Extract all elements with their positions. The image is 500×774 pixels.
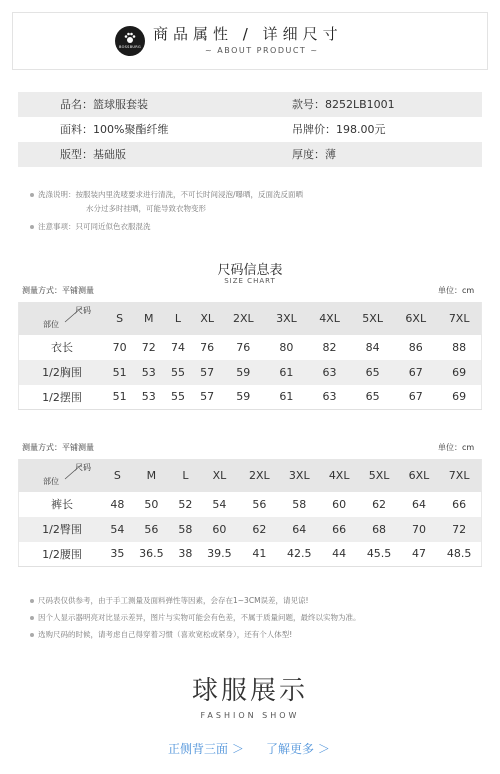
table-cell: 86 bbox=[394, 335, 437, 360]
table-cell: 52 bbox=[173, 492, 198, 517]
size-header: 2XL bbox=[222, 302, 265, 335]
table-cell: 36.5 bbox=[139, 547, 164, 561]
product-fabric: 面料：100%聚酯纤维 bbox=[60, 123, 169, 136]
product-header bbox=[12, 12, 488, 70]
table-cell: 53 bbox=[141, 390, 156, 404]
list-item bbox=[30, 592, 361, 609]
table-cell: 67 bbox=[394, 360, 437, 385]
table-cell: 57 bbox=[193, 360, 222, 385]
table-cell: 35 bbox=[110, 547, 125, 561]
measure-unit: 单位：cm bbox=[438, 443, 475, 452]
table-cell: 39.5 bbox=[207, 547, 232, 561]
table-cell: 63 bbox=[308, 360, 351, 385]
size-header: 3XL bbox=[278, 459, 321, 492]
table-cell: 45.5 bbox=[366, 547, 392, 561]
disclaimer-text: 选购尺码的时候，请考虑自己得穿着习惯（喜欢宽松或紧身），还有个人体型! bbox=[38, 630, 293, 639]
table-row bbox=[19, 492, 482, 517]
table-cell: 60 bbox=[198, 517, 241, 542]
learn-more-link[interactable]: 了解更多 ＞ bbox=[266, 742, 330, 756]
size-header: 6XL bbox=[394, 302, 437, 335]
product-price: 吊牌价：198.00元 bbox=[292, 123, 386, 136]
size-table-top bbox=[18, 302, 482, 410]
fashion-show-subtitle: FASHION SHOW bbox=[200, 711, 300, 720]
table-cell: 42.5 bbox=[286, 547, 312, 561]
table-cell: 48.5 bbox=[446, 547, 472, 561]
paw-icon bbox=[124, 32, 136, 44]
size-header: S bbox=[105, 302, 134, 335]
table-cell: 56 bbox=[130, 517, 173, 542]
product-thickness: 厚度：薄 bbox=[292, 148, 336, 161]
table-cell: 59 bbox=[222, 360, 265, 385]
bullet-icon bbox=[30, 616, 34, 620]
product-name: 品名：篮球服套装 bbox=[60, 98, 148, 111]
size-header: M bbox=[130, 459, 173, 492]
bullet-icon bbox=[30, 599, 34, 603]
disclaimer-text: 因个人显示器明亮对比显示差异，图片与实物可能会有色差，不属于质量问题，最终以实物为准。 bbox=[38, 613, 361, 622]
row-label: 裤长 bbox=[19, 492, 106, 517]
table-cell: 64 bbox=[278, 517, 321, 542]
table-cell: 82 bbox=[308, 335, 351, 360]
table-row bbox=[19, 360, 482, 385]
size-header: 4XL bbox=[321, 459, 358, 492]
size-header: 7XL bbox=[437, 302, 481, 335]
corner-size-label: 尺码 bbox=[75, 463, 91, 472]
table-row bbox=[19, 385, 482, 410]
fashion-show-title: 球服展示 bbox=[191, 676, 308, 706]
table-cell: 38 bbox=[178, 547, 193, 561]
attention-note bbox=[30, 220, 151, 233]
table-cell: 44 bbox=[332, 547, 347, 561]
table-cell: 55 bbox=[170, 390, 185, 404]
bullet-icon bbox=[30, 633, 34, 637]
table-cell: 66 bbox=[437, 492, 481, 517]
three-views-link[interactable]: 正侧背三面 ＞ bbox=[168, 742, 244, 756]
size-header: 5XL bbox=[357, 459, 400, 492]
row-label: 衣长 bbox=[19, 335, 106, 360]
table-cell: 61 bbox=[265, 360, 308, 385]
table-cell: 70 bbox=[105, 335, 134, 360]
disclaimer-text: 尺码表仅供参考，由于手工测量及面料弹性等因素，会存在1~3CM误差，请见谅! bbox=[38, 596, 309, 605]
table-cell: 69 bbox=[437, 360, 481, 385]
size-header: XL bbox=[193, 302, 222, 335]
table-cell: 63 bbox=[322, 390, 337, 404]
table-corner bbox=[19, 459, 106, 492]
table-cell: 58 bbox=[278, 492, 321, 517]
size-disclaimer-list bbox=[30, 592, 361, 643]
table-cell: 59 bbox=[236, 390, 251, 404]
table-cell: 58 bbox=[173, 517, 198, 542]
table-cell: 84 bbox=[351, 335, 394, 360]
size-header: 2XL bbox=[241, 459, 278, 492]
diagonal-divider bbox=[19, 302, 105, 334]
table-cell: 64 bbox=[401, 492, 438, 517]
info-row bbox=[18, 117, 482, 142]
table-cell: 66 bbox=[321, 517, 358, 542]
size-header: 6XL bbox=[401, 459, 438, 492]
wash-line1: 按服装内里洗唛要求进行清洗，不可长时间浸泡/曝晒，反面洗反面晒 bbox=[75, 190, 304, 199]
product-code: 款号：8252LB1001 bbox=[292, 98, 395, 111]
size-header: 4XL bbox=[308, 302, 351, 335]
table-cell: 51 bbox=[112, 390, 127, 404]
row-label: 1/2摆围 bbox=[42, 390, 82, 404]
table-cell: 69 bbox=[452, 390, 467, 404]
size-header: S bbox=[105, 459, 130, 492]
table-cell: 54 bbox=[105, 517, 130, 542]
header-subtitle: ~ ABOUT PRODUCT ~ bbox=[205, 46, 319, 55]
table-row bbox=[19, 335, 482, 360]
size-header: M bbox=[134, 302, 163, 335]
table-cell: 70 bbox=[401, 517, 438, 542]
size-header: 3XL bbox=[265, 302, 308, 335]
product-fit: 版型：基础版 bbox=[60, 148, 126, 161]
brand-name: BOSSBURG bbox=[118, 45, 142, 49]
table-cell: 47 bbox=[411, 547, 426, 561]
info-row bbox=[18, 142, 482, 167]
size-chart-title: 尺码信息表 bbox=[217, 263, 283, 278]
wash-label: 洗涤说明： bbox=[38, 190, 76, 199]
table-cell: 72 bbox=[134, 335, 163, 360]
table-row bbox=[19, 517, 482, 542]
table-cell: 76 bbox=[193, 335, 222, 360]
size-chart-subtitle: SIZE CHART bbox=[224, 277, 276, 285]
table-cell: 65 bbox=[365, 390, 380, 404]
size-header: L bbox=[173, 459, 198, 492]
table-cell: 53 bbox=[134, 360, 163, 385]
table-cell: 72 bbox=[437, 517, 481, 542]
table-cell: 60 bbox=[321, 492, 358, 517]
table-cell: 62 bbox=[241, 517, 278, 542]
table-cell: 48 bbox=[105, 492, 130, 517]
table-cell: 62 bbox=[357, 492, 400, 517]
table-cell: 61 bbox=[279, 390, 294, 404]
table-corner bbox=[19, 302, 106, 335]
table-cell: 41 bbox=[252, 547, 267, 561]
table-cell: 76 bbox=[222, 335, 265, 360]
table-header-row bbox=[19, 302, 482, 335]
list-item bbox=[30, 609, 361, 626]
size-table-bottom bbox=[18, 459, 482, 567]
wash-note bbox=[30, 188, 303, 201]
attention-text: 只可同近似色衣服混洗 bbox=[75, 222, 151, 231]
row-label: 1/2腰围 bbox=[42, 547, 82, 561]
table-header-row bbox=[19, 459, 482, 492]
table-cell: 80 bbox=[265, 335, 308, 360]
measure-method: 测量方式：平铺测量 bbox=[22, 443, 94, 452]
table-cell: 55 bbox=[163, 360, 192, 385]
table-cell: 54 bbox=[198, 492, 241, 517]
table-cell: 88 bbox=[437, 335, 481, 360]
size-header: 7XL bbox=[437, 459, 481, 492]
corner-size-label: 尺码 bbox=[75, 306, 91, 315]
table-cell: 56 bbox=[241, 492, 278, 517]
measure-unit: 单位：cm bbox=[438, 286, 475, 295]
bullet-icon bbox=[30, 225, 34, 229]
table-cell: 50 bbox=[130, 492, 173, 517]
table-cell: 68 bbox=[357, 517, 400, 542]
size-header: L bbox=[163, 302, 192, 335]
table-row bbox=[19, 542, 482, 567]
list-item bbox=[30, 626, 361, 643]
wash-note-line2: 水分过多时挂晒，可能导致衣物变形 bbox=[86, 204, 206, 213]
table-cell: 74 bbox=[163, 335, 192, 360]
info-row bbox=[18, 92, 482, 117]
product-info bbox=[18, 92, 482, 167]
table-cell: 51 bbox=[105, 360, 134, 385]
corner-part-label: 部位 bbox=[43, 477, 59, 486]
diagonal-divider bbox=[19, 459, 105, 491]
table-cell: 65 bbox=[351, 360, 394, 385]
brand-logo bbox=[115, 26, 145, 56]
bullet-icon bbox=[30, 193, 34, 197]
table-cell: 57 bbox=[200, 390, 215, 404]
measure-method: 测量方式：平铺测量 bbox=[22, 286, 94, 295]
attention-label: 注意事项： bbox=[38, 222, 76, 231]
size-header: 5XL bbox=[351, 302, 394, 335]
table-cell: 67 bbox=[408, 390, 423, 404]
row-label: 1/2胸围 bbox=[19, 360, 106, 385]
row-label: 1/2臀围 bbox=[19, 517, 106, 542]
header-title: 商品属性 / 详细尺寸 bbox=[153, 25, 343, 43]
corner-part-label: 部位 bbox=[43, 320, 59, 329]
size-header: XL bbox=[198, 459, 241, 492]
